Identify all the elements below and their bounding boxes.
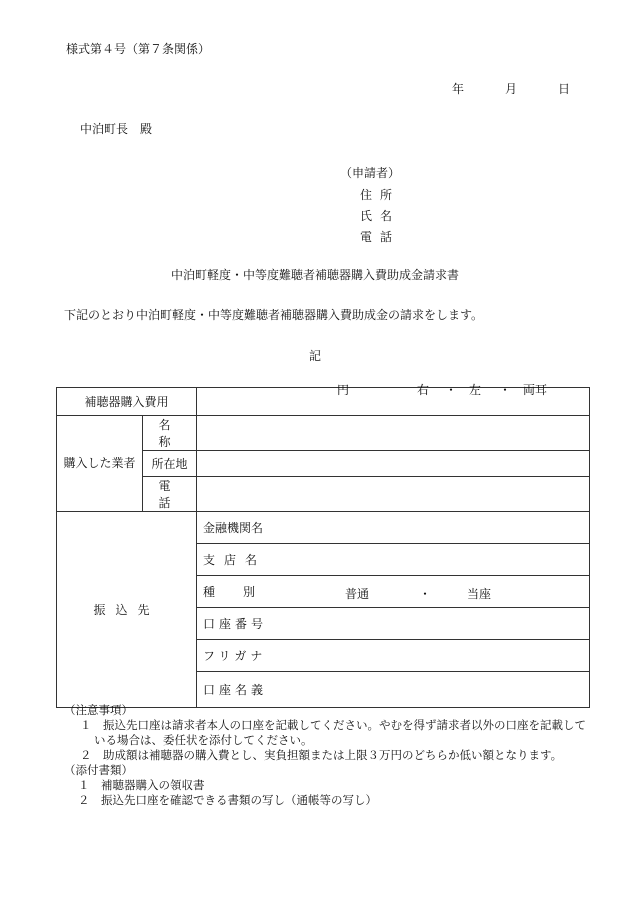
applicant-title: （申請者） [340, 166, 401, 180]
account-type-separator: ・ [419, 587, 432, 601]
bank-name-label: 金融機関名 [203, 521, 264, 535]
account-type-current[interactable]: 当座 [467, 587, 492, 601]
date-year-label: 年 [452, 82, 465, 96]
branch-name-field[interactable] [197, 544, 590, 576]
vendor-name-field[interactable] [197, 416, 590, 451]
body-text: 下記のとおり中泊町軽度・中等度難聴者補聴器購入費助成金の請求をします。 [64, 308, 484, 322]
transfer-label: 振込先 [57, 512, 197, 708]
date-day-label: 日 [558, 82, 571, 96]
applicant-phone-label: 電話 [360, 230, 401, 244]
account-type-ordinary[interactable]: 普通 [345, 587, 370, 601]
cost-value-field[interactable] [197, 383, 590, 416]
attachment-item-2: ２ 振込先口座を確認できる書類の写し（通帳等の写し） [78, 793, 377, 807]
document-title: 中泊町軽度・中等度難聴者補聴器購入費助成金請求書 [170, 268, 459, 282]
bank-name-field[interactable] [197, 512, 590, 544]
applicant-name-label: 氏名 [360, 209, 401, 223]
addressee: 中泊町長 殿 [80, 122, 153, 136]
ear-separator-1: ・ [445, 383, 458, 397]
ear-right: 右 [417, 383, 430, 397]
request-form-table [56, 383, 590, 708]
vendor-location-field[interactable] [197, 451, 590, 477]
account-number-label: 口座番号 [203, 617, 268, 631]
form-number: 様式第４号（第７条関係） [66, 42, 211, 56]
note-item-2: ２ 助成額は補聴器の購入費とし、実負担額または上限３万円のどちらか低い額となります。 [80, 748, 563, 762]
vendor-label: 購入した業者 [57, 416, 143, 512]
ear-left: 左 [469, 383, 482, 397]
notes-section [64, 703, 588, 808]
account-number-field[interactable] [197, 608, 590, 640]
attachment-item-1: １ 補聴器購入の領収書 [78, 778, 205, 792]
account-type-label: 種別 [203, 585, 284, 599]
vendor-phone-field[interactable] [197, 477, 590, 512]
cost-yen: 円 [337, 383, 350, 397]
notes-heading: （注意事項） [64, 703, 133, 717]
ki-heading: 記 [308, 349, 321, 363]
branch-name-label: 支店名 [203, 553, 267, 567]
account-type-field[interactable] [197, 576, 590, 608]
vendor-phone-label: 電話 [143, 477, 197, 512]
applicant-address-label: 住所 [360, 188, 401, 202]
note-item-1: １ 振込先口座は請求者本人の口座を記載してください。やむを得ず請求者以外の口座を記載している場合は、委任状を添付してください。 [80, 718, 586, 747]
furigana-field[interactable] [197, 640, 590, 672]
cost-label: 補聴器購入費用 [57, 388, 197, 416]
account-holder-label: 口座名義 [203, 683, 268, 697]
furigana-label: フリガナ [203, 649, 267, 663]
vendor-location-label: 所在地 [143, 451, 197, 477]
vendor-name-label: 名称 [143, 416, 197, 451]
ear-both: 両耳 [523, 383, 548, 397]
ear-separator-2: ・ [499, 383, 512, 397]
date-month-label: 月 [505, 82, 518, 96]
attachments-heading: （添付書類） [64, 763, 133, 777]
